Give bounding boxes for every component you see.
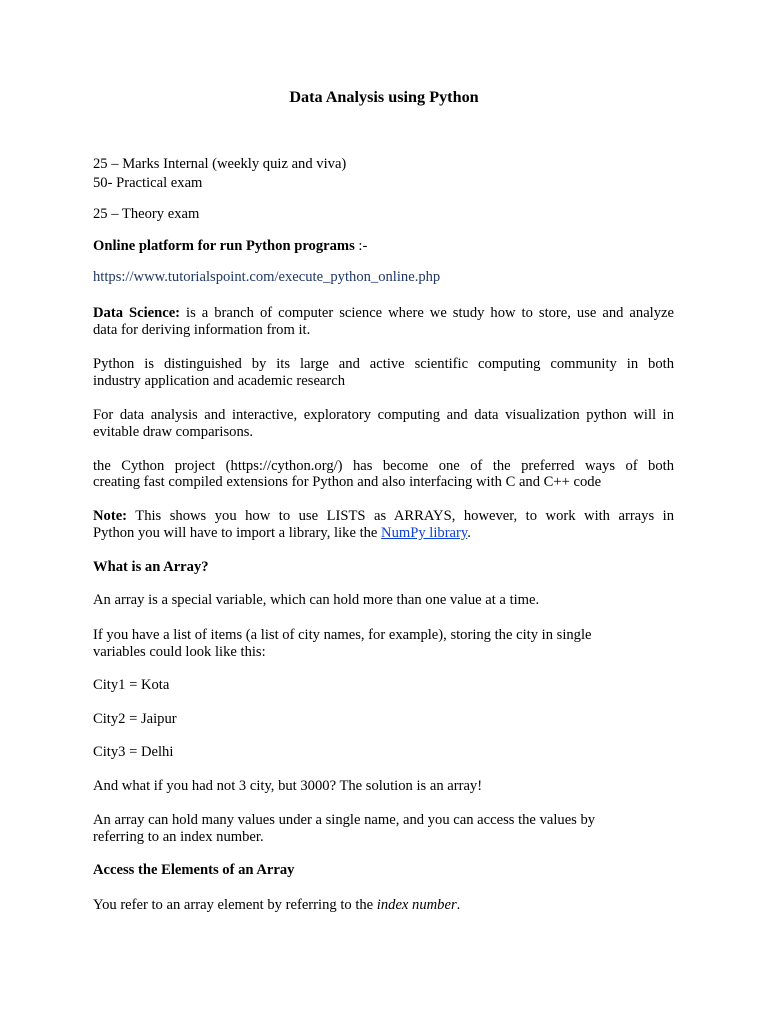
- access-heading: Access the Elements of an Array: [93, 862, 295, 878]
- online-platform-label: Online platform for run Python programs: [93, 238, 355, 254]
- index-number-emphasis: index number: [376, 897, 457, 913]
- note-text-2-end: .: [467, 525, 471, 541]
- city-line-2: City2 = Jaipur: [93, 711, 177, 727]
- analysis-para-line-2: evitable draw comparisons.: [93, 424, 254, 440]
- hold-para-line-1: An array can hold many values under a single name, and you can access the values by: [93, 812, 596, 828]
- refer-line: [93, 897, 674, 914]
- online-platform-suffix: :-: [354, 238, 368, 254]
- python-para-line-1: Python is distinguished by its large and active scientific computing community in both: [93, 356, 674, 372]
- note-label: Note:: [93, 508, 128, 524]
- note-line-2: [93, 525, 674, 542]
- array-heading: What is an Array?: [93, 559, 209, 575]
- city-line-3: City3 = Delhi: [93, 744, 174, 760]
- hold-para-line-2: referring to an index number.: [93, 829, 264, 845]
- data-science-line-2: data for deriving information from it.: [93, 322, 311, 338]
- cython-para-line-2: creating fast compiled extensions for Python and also interfacing with C and C++ code: [93, 474, 602, 490]
- note-text-2: Python you will have to import a library, like the: [93, 525, 382, 541]
- analysis-para-line-1: For data analysis and interactive, exploratory computing and data visualization python will in: [93, 407, 674, 423]
- data-science-label: Data Science:: [93, 305, 181, 321]
- array-definition: An array is a special variable, which can hold more than one value at a time.: [93, 592, 540, 608]
- refer-text-end: .: [456, 897, 461, 913]
- note-line-1: [93, 508, 674, 525]
- online-platform-url[interactable]: https://www.tutorialspoint.com/execute_python_online.php: [93, 269, 441, 285]
- solution-line: And what if you had not 3 city, but 3000? The solution is an array!: [93, 778, 483, 794]
- city-line-1: City1 = Kota: [93, 677, 170, 693]
- note-text-1: This shows you how to use LISTS as ARRAYS, however, to work with arrays in: [127, 508, 674, 524]
- online-platform-heading: [93, 238, 674, 255]
- data-science-line-1: [93, 305, 674, 322]
- list-para-line-2: variables could look like this:: [93, 644, 266, 660]
- document-title: Data Analysis using Python: [289, 88, 479, 106]
- data-science-text-1: is a branch of computer science where we study how to store, use and analyze: [180, 305, 674, 321]
- cython-para-line-1: the Cython project (https://cython.org/) has become one of the preferred ways of both: [93, 458, 674, 474]
- refer-text: You refer to an array element by referring to the: [93, 897, 377, 913]
- python-para-line-2: industry application and academic research: [93, 373, 346, 389]
- marks-practical-line: 50- Practical exam: [93, 175, 203, 191]
- marks-internal-line: 25 – Marks Internal (weekly quiz and viva): [93, 156, 347, 172]
- numpy-library-link[interactable]: NumPy library: [381, 525, 468, 541]
- list-para-line-1: If you have a list of items (a list of city names, for example), storing the city in single: [93, 627, 592, 643]
- marks-theory-line: 25 – Theory exam: [93, 206, 200, 222]
